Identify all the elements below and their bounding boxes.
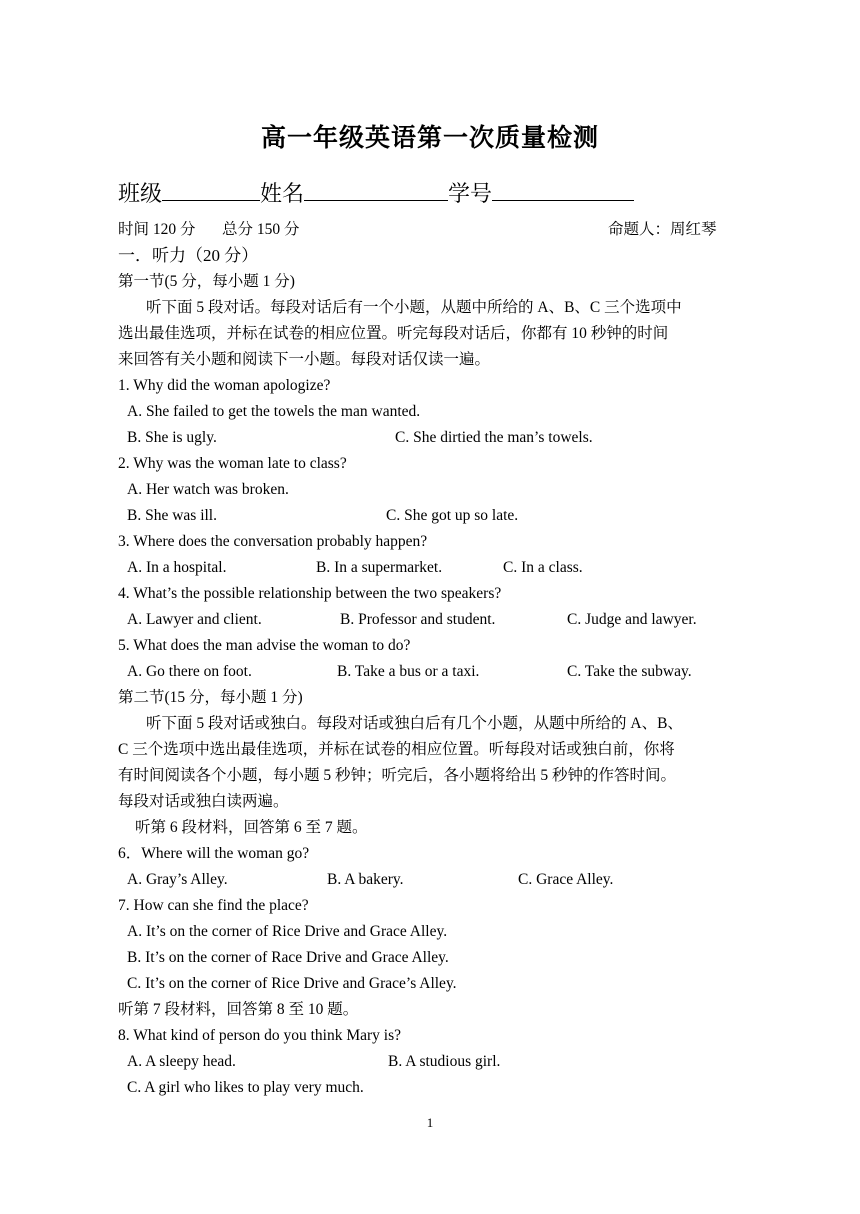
q5-option-a[interactable]: A. Go there on foot. (127, 663, 252, 680)
section2-instruction-line: C 三个选项中选出最佳选项，并标在试卷的相应位置。听每段对话或独白前，你将 (118, 741, 675, 758)
question-7: 7. How can she find the place? (118, 897, 309, 914)
exam-author: 命题人：周红琴 (608, 221, 717, 238)
q5-option-b[interactable]: B. Take a bus or a taxi. (337, 663, 480, 680)
q1-option-b[interactable]: B. She is ugly. (127, 429, 217, 446)
q8-option-b[interactable]: B. A studious girl. (388, 1053, 501, 1070)
section1-instruction-line: 来回答有关小题和阅读下一小题。每段对话仅读一遍。 (118, 351, 491, 368)
number-blank[interactable] (492, 178, 634, 201)
q7-option-b[interactable]: B. It’s on the corner of Race Drive and Grace Alley. (127, 949, 449, 966)
question-4: 4. What’s the possible relationship between the two speakers? (118, 585, 502, 602)
q4-option-b[interactable]: B. Professor and student. (340, 611, 496, 628)
question-8: 8. What kind of person do you think Mary is? (118, 1027, 401, 1044)
number-label: 学号 (448, 181, 493, 206)
question-5: 5. What does the man advise the woman to do? (118, 637, 411, 654)
q3-option-c[interactable]: C. In a class. (503, 559, 583, 576)
q2-option-b[interactable]: B. She was ill. (127, 507, 217, 524)
material-6-note: 听第 6 段材料，回答第 6 至 7 题。 (135, 819, 368, 836)
q1-option-c[interactable]: C. She dirtied the man’s towels. (395, 429, 593, 446)
student-info-line (118, 178, 634, 209)
question-2: 2. Why was the woman late to class? (118, 455, 347, 472)
section2-instruction-line: 听下面 5 段对话或独白。每段对话或独白后有几个小题，从题中所给的 A、B、 (146, 715, 683, 732)
question-3: 3. Where does the conversation probably happen? (118, 533, 428, 550)
page-title: 高一年级英语第一次质量检测 (260, 125, 599, 152)
section1-instruction-line: 选出最佳选项，并标在试卷的相应位置。听完每段对话后，你都有 10 秒钟的时间 (118, 325, 669, 342)
page-number: 1 (426, 1115, 434, 1130)
section2-instruction-line: 每段对话或独白读两遍。 (118, 793, 289, 810)
q2-option-a[interactable]: A. Her watch was broken. (127, 481, 289, 498)
q4-option-c[interactable]: C. Judge and lawyer. (567, 611, 697, 628)
section2-heading: 第二节(15 分，每小题 1 分) (118, 689, 303, 706)
q4-option-a[interactable]: A. Lawyer and client. (127, 611, 262, 628)
q5-option-c[interactable]: C. Take the subway. (567, 663, 692, 680)
question-1: 1. Why did the woman apologize? (118, 377, 331, 394)
class-blank[interactable] (162, 178, 260, 201)
part-heading-listening: 一．听力（20 分） (118, 246, 259, 265)
class-label: 班级 (118, 181, 163, 206)
exam-time: 时间 120 分 (118, 221, 196, 238)
name-label: 姓名 (260, 181, 305, 206)
q7-option-a[interactable]: A. It’s on the corner of Rice Drive and Grace Alley. (127, 923, 448, 940)
section1-instruction-line: 听下面 5 段对话。每段对话后有一个小题，从题中所给的 A、B、C 三个选项中 (146, 299, 682, 316)
name-blank[interactable] (304, 178, 448, 201)
q6-option-b[interactable]: B. A bakery. (327, 871, 404, 888)
q7-option-c[interactable]: C. It’s on the corner of Rice Drive and Grace’s Alley. (127, 975, 457, 992)
q2-option-c[interactable]: C. She got up so late. (386, 507, 519, 524)
exam-total: 总分 150 分 (222, 221, 300, 238)
question-6: 6．Where will the woman go? (118, 845, 310, 862)
q6-option-c[interactable]: C. Grace Alley. (518, 871, 614, 888)
material-7-note: 听第 7 段材料，回答第 8 至 10 题。 (118, 1001, 359, 1018)
q8-option-c[interactable]: C. A girl who likes to play very much. (127, 1079, 364, 1096)
q3-option-a[interactable]: A. In a hospital. (127, 559, 227, 576)
q8-option-a[interactable]: A. A sleepy head. (127, 1053, 236, 1070)
section1-heading: 第一节(5 分，每小题 1 分) (118, 273, 295, 290)
q3-option-b[interactable]: B. In a supermarket. (316, 559, 443, 576)
q6-option-a[interactable]: A. Gray’s Alley. (127, 871, 228, 888)
q1-option-a[interactable]: A. She failed to get the towels the man wanted. (127, 403, 421, 420)
section2-instruction-line: 有时间阅读各个小题，每小题 5 秒钟；听完后，各小题将给出 5 秒钟的作答时间。 (118, 767, 677, 784)
